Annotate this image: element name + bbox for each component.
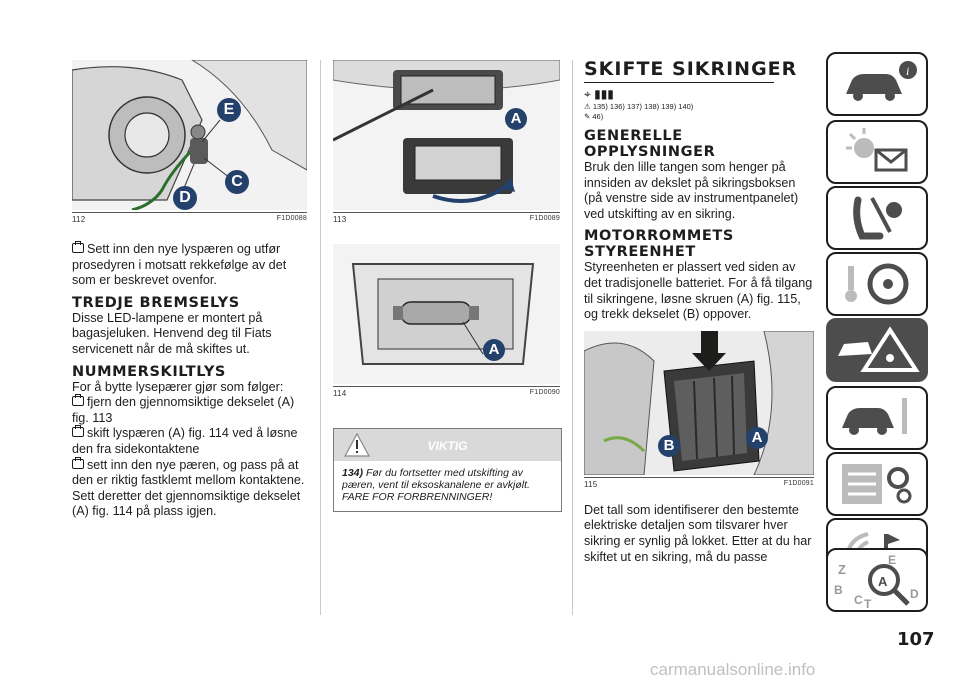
bulb-step-icon: [72, 396, 84, 406]
heading-generelle: GENERELLE OPPLYSNINGER: [584, 128, 716, 160]
figure-code: F1D0090: [529, 389, 560, 396]
figure-113: [333, 60, 560, 210]
bullet-item: fjern den gjennomsiktige dekselet (A) fig. 113: [72, 395, 295, 425]
index-letter: C: [854, 593, 863, 607]
tab-start-drive[interactable]: [826, 252, 928, 316]
index-letter: A: [878, 574, 888, 589]
note-refs: ✎ 46): [584, 112, 604, 121]
index-letter: B: [834, 583, 843, 597]
warning-title: VIKTIG: [427, 439, 468, 453]
figure-115-caption: [584, 480, 814, 489]
figure-112-caption: [72, 215, 307, 224]
tab-technical-data[interactable]: [826, 452, 928, 516]
tab-safety[interactable]: [826, 186, 928, 250]
index-letter: E: [888, 553, 897, 567]
plate-light-illustration: [333, 60, 560, 210]
technical-data-icon: [828, 454, 926, 514]
fuse-box-illustration: [584, 331, 814, 475]
index-letter: T: [864, 597, 872, 610]
emergency-icon: [828, 320, 926, 380]
warning-box: [333, 428, 562, 512]
tab-car-info[interactable]: [826, 52, 928, 116]
figure-number: 112: [72, 215, 86, 224]
svg-text:i: i: [906, 64, 910, 78]
paragraph: Det tall som identifiserer den bestemte elektriske detaljen som tilsvarer hver sikring er synlig på lokket. Etter at du har skiftet ut en sikring, må du passe: [584, 502, 812, 564]
page-number: 107: [897, 629, 935, 650]
page-title: SKIFTE SIKRINGER: [584, 58, 798, 80]
bullet-item: sett inn den nye pæren, og pass på at den er riktig fastklemt mellom kontaktene. Sett deretter det gjennomsiktige dekselet (A) fig. 114 på plass igjen.: [72, 457, 305, 519]
paragraph: For å bytte lysepærer gjør som følger:: [72, 379, 284, 394]
column-divider: [572, 60, 573, 615]
warning-lights-icon: [828, 122, 926, 182]
paragraph: Sett inn den nye lyspæren og utfør prosedyren i motsatt rekkefølge av det som er beskrevet ovenfor.: [72, 242, 287, 288]
bulb-step-icon: [72, 243, 84, 253]
figure-rule: [72, 212, 307, 213]
figure-115: [584, 331, 814, 475]
bulb-step-icon: [72, 427, 84, 437]
watermark: carmanualsonline.info: [650, 660, 816, 679]
plate-bulb-illustration: [333, 244, 560, 384]
heading-motorrommets: MOTORROMMETS STYREENHET: [584, 228, 734, 261]
callout-A: A: [746, 427, 768, 449]
car-info-icon: [828, 54, 926, 114]
car-maintenance-icon: [828, 388, 926, 448]
tab-index[interactable]: [826, 548, 928, 612]
note-small-icon: ✎: [584, 112, 593, 121]
seat-safety-icon: [828, 188, 926, 248]
figure-rule: [333, 212, 560, 213]
heading-tredje-bremselys: TREDJE BREMSELYS: [72, 294, 240, 311]
index-letter: D: [910, 587, 919, 601]
paragraph: Disse LED-lampene er montert på bagasjeluken. Henvend deg til Fiats servicenett når de må skiftes ut.: [72, 310, 272, 356]
figure-number: 115: [584, 479, 598, 489]
figure-114: [333, 244, 560, 384]
bullet-item: skift lyspæren (A) fig. 114 ved å løsne den fra sidekontaktene: [72, 426, 298, 456]
figure-number: 113: [333, 215, 347, 224]
tab-emergency[interactable]: [826, 318, 928, 382]
warning-header: [334, 429, 561, 461]
warning-refs: ⚠ 135) 136) 137) 138) 139) 140): [584, 102, 694, 111]
figure-112: [72, 60, 307, 210]
paragraph: Bruk den lille tangen som henger på innsiden av dekslet på sikringsboksen (på venstre side av instrumentpanelet) ved utskifting av en sikring.: [584, 160, 799, 221]
callout-B: B: [658, 435, 680, 457]
index-letter: Z: [838, 562, 846, 577]
figure-113-caption: [333, 215, 560, 224]
warning-small-icon: ⚠: [584, 102, 593, 111]
title-rule: [584, 82, 774, 83]
figure-code: F1D0091: [783, 479, 814, 487]
index-icon: [828, 550, 926, 610]
text-block: [72, 242, 307, 520]
callout-E: E: [217, 98, 241, 122]
figure-rule: [333, 386, 560, 387]
column-left: [72, 0, 307, 520]
figure-number: 114: [333, 389, 347, 398]
figure-114-caption: [333, 389, 560, 398]
column-middle: [333, 0, 560, 512]
callout-C: C: [225, 170, 249, 194]
figure-rule: [584, 477, 814, 478]
figure-code: F1D0088: [276, 215, 307, 222]
figure-code: F1D0089: [529, 215, 560, 222]
warning-text: 134) Før du fortsetter med utskifting av pæren, vent til eksoskanalene er avkjølt. FARE FOR FORBRENNINGER!: [342, 467, 530, 503]
bulb-step-icon: [72, 459, 84, 469]
column-divider: [320, 60, 321, 615]
fuse-tools-icon: ⌖ ▮▮▮: [584, 87, 614, 101]
tab-maintenance[interactable]: [826, 386, 928, 450]
callout-A: A: [505, 108, 527, 130]
callout-D: D: [173, 186, 197, 210]
column-right: [584, 0, 814, 565]
paragraph: Styreenheten er plassert ved siden av det tradisjonelle batteriet. For å få tilgang til sikringene, løsne skruen (A) fig. 115, og trekk dekselet (B) oppover.: [584, 260, 813, 322]
callout-A: A: [483, 339, 505, 361]
steering-key-icon: [828, 254, 926, 314]
heading-nummerskiltlys: NUMMERSKILTLYS: [72, 363, 226, 380]
tab-warning-lights[interactable]: [826, 120, 928, 184]
